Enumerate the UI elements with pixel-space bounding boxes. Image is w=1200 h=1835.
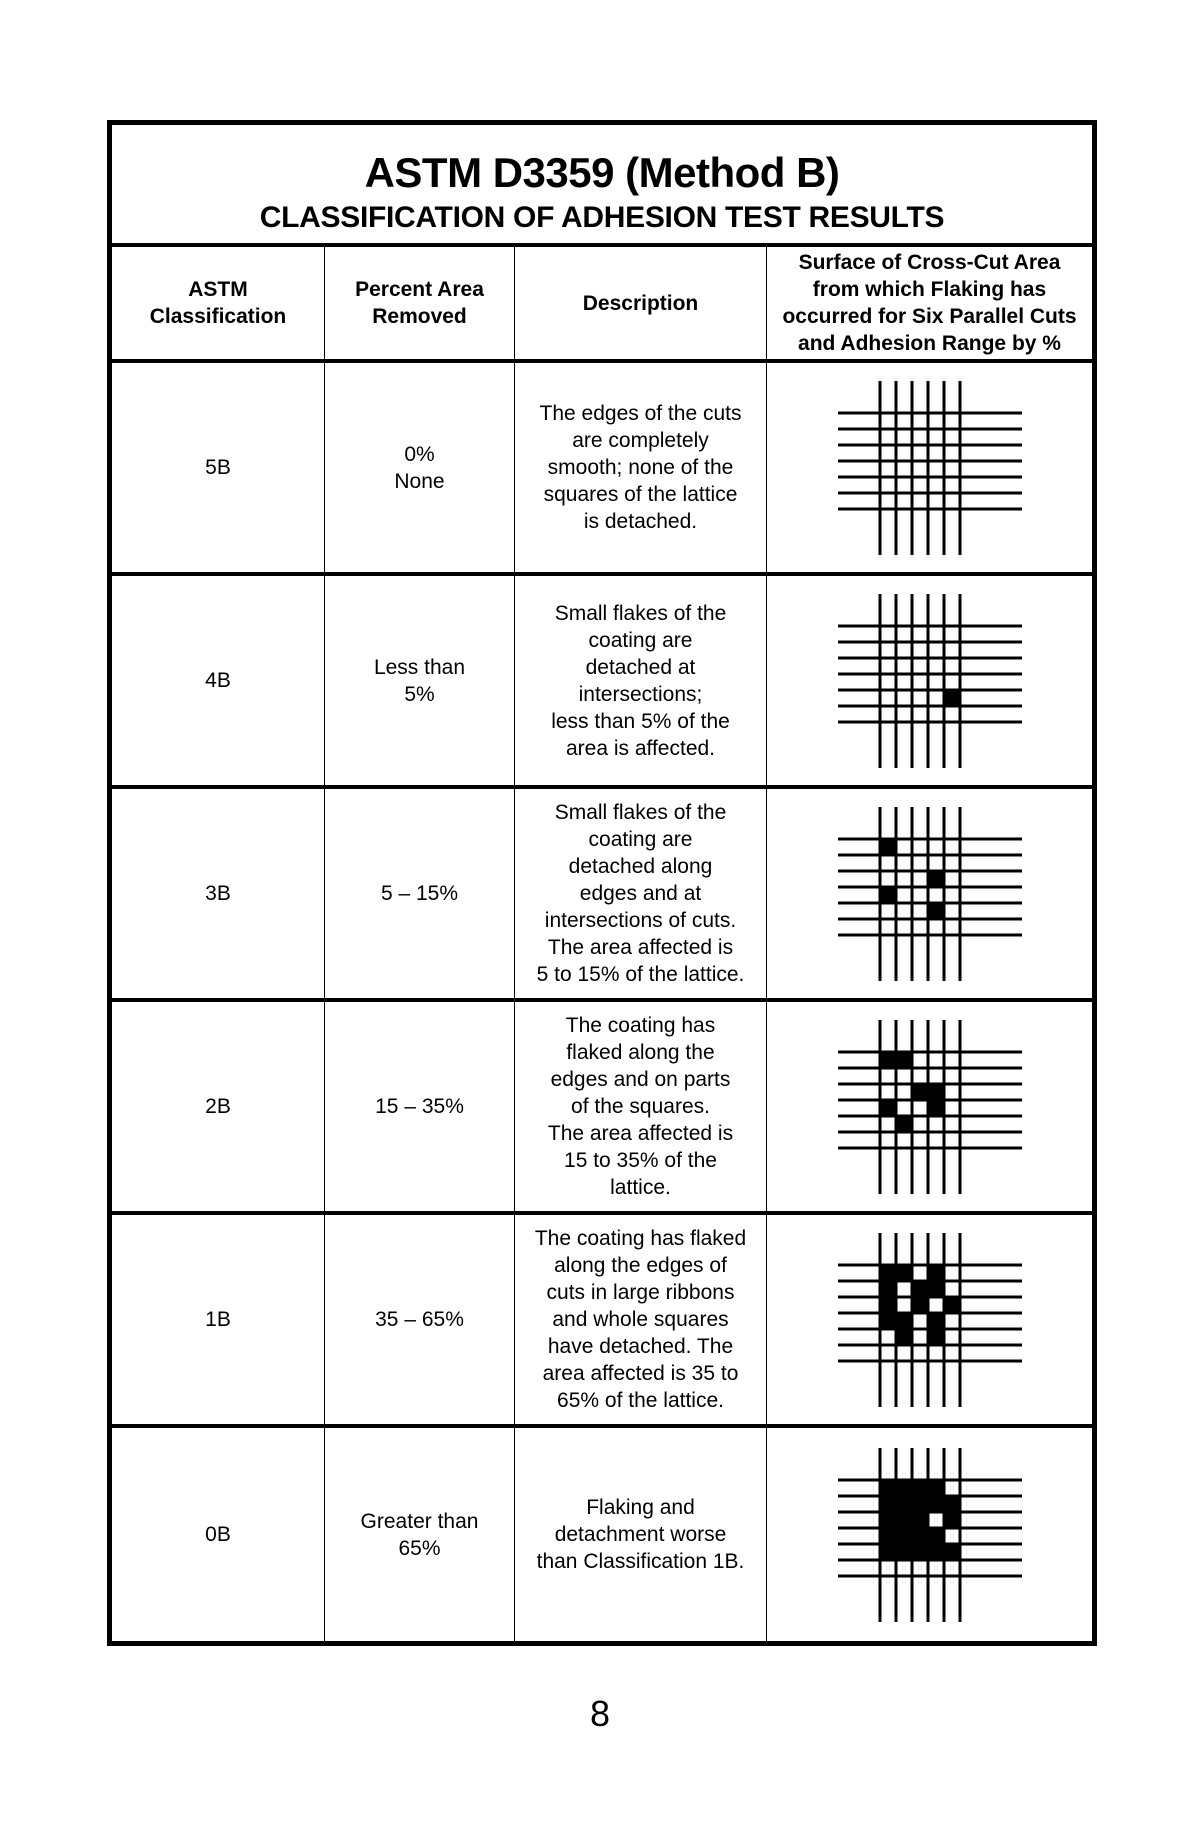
flaked-square — [896, 1512, 912, 1528]
flaked-square — [880, 1528, 896, 1544]
flaked-square — [912, 1528, 928, 1544]
percent-cell: 0% None — [325, 363, 515, 572]
flaked-square — [928, 1084, 944, 1100]
table-row — [112, 576, 1092, 789]
classification-cell: 3B — [112, 789, 325, 998]
lattice-cell — [767, 1215, 1092, 1424]
table-header-row — [112, 247, 1092, 363]
flaked-square — [880, 1297, 896, 1313]
description-cell: Flaking and detachment worse than Classification 1B. — [515, 1428, 767, 1641]
flaked-square — [896, 1116, 912, 1132]
lattice-cell — [767, 1002, 1092, 1211]
classification-cell: 5B — [112, 363, 325, 572]
flaked-square — [912, 1297, 928, 1313]
flaked-square — [880, 1313, 896, 1329]
flaked-square — [896, 1313, 912, 1329]
table-row — [112, 789, 1092, 1002]
flaked-square — [928, 1281, 944, 1297]
flaked-square — [880, 1512, 896, 1528]
flaked-square — [912, 1544, 928, 1560]
lattice-cell — [767, 1428, 1092, 1641]
flaked-square — [944, 1297, 960, 1313]
flaked-square — [880, 1281, 896, 1297]
classification-cell: 2B — [112, 1002, 325, 1211]
table-row — [112, 1002, 1092, 1215]
percent-cell: Less than 5% — [325, 576, 515, 785]
flaked-square — [928, 1496, 944, 1512]
header-description: Description — [515, 247, 767, 359]
header-classification: ASTM Classification — [112, 247, 325, 359]
header-cross-cut-surface: Surface of Cross-Cut Area from which Flaking has occurred for Six Parallel Cuts and Adhesion Range by % — [782, 251, 1077, 355]
description-cell: The coating has flaked along the edges and on parts of the squares. The area affected is 15 to 35% of the lattice. — [515, 1002, 767, 1211]
flaked-square — [880, 887, 896, 903]
flaked-square — [928, 1329, 944, 1345]
flaked-square — [944, 1512, 960, 1528]
flaked-square — [928, 871, 944, 887]
cross-cut-lattice-0b — [830, 1440, 1030, 1630]
table-row — [112, 1428, 1092, 1641]
flaked-square — [928, 1265, 944, 1281]
flaked-square — [880, 1100, 896, 1116]
flaked-square — [928, 903, 944, 919]
description-cell: The edges of the cuts are completely smooth; none of the squares of the lattice is detached. — [515, 363, 767, 572]
percent-cell: 15 – 35% — [325, 1002, 515, 1211]
flaked-square — [880, 1052, 896, 1068]
percent-cell: 5 – 15% — [325, 789, 515, 998]
flaked-square — [896, 1544, 912, 1560]
lattice-cell — [767, 363, 1092, 572]
cross-cut-lattice-2b — [830, 1012, 1030, 1202]
flaked-square — [928, 1100, 944, 1116]
page-number: 8 — [589, 1693, 611, 1734]
table-title-block — [112, 125, 1092, 247]
flaked-square — [912, 1281, 928, 1297]
cross-cut-lattice-1b — [830, 1225, 1030, 1415]
flaked-square — [896, 1265, 912, 1281]
adhesion-classification-table — [107, 120, 1097, 1646]
flaked-square — [928, 1480, 944, 1496]
cross-cut-lattice-5b — [830, 373, 1030, 563]
percent-cell: 35 – 65% — [325, 1215, 515, 1424]
description-cell: Small flakes of the coating are detached at intersections; less than 5% of the area is affected. — [515, 576, 767, 785]
flaked-square — [880, 1265, 896, 1281]
cross-cut-lattice-3b — [830, 799, 1030, 989]
classification-cell: 1B — [112, 1215, 325, 1424]
flaked-square — [896, 1052, 912, 1068]
flaked-square — [944, 1544, 960, 1560]
lattice-cell — [767, 576, 1092, 785]
table-title: ASTM D3359 (Method B) — [364, 149, 840, 196]
classification-cell: 4B — [112, 576, 325, 785]
classification-cell: 0B — [112, 1428, 325, 1641]
lattice-cell — [767, 789, 1092, 998]
flaked-square — [896, 1329, 912, 1345]
flaked-square — [912, 1084, 928, 1100]
percent-cell: Greater than 65% — [325, 1428, 515, 1641]
table-row — [112, 363, 1092, 576]
flaked-square — [912, 1496, 928, 1512]
flaked-square — [880, 1480, 896, 1496]
description-cell: Small flakes of the coating are detached along edges and at intersections of cuts. The area affected is 5 to 15% of the lattice. — [515, 789, 767, 998]
header-percent-area-removed: Percent Area Removed — [325, 247, 515, 359]
flaked-square — [928, 1528, 944, 1544]
description-cell: The coating has flaked along the edges of cuts in large ribbons and whole squares have detached. The area affected is 35 to 65% of the lattice. — [515, 1215, 767, 1424]
flaked-square — [912, 1480, 928, 1496]
flaked-square — [880, 839, 896, 855]
flaked-square — [896, 1528, 912, 1544]
flaked-square — [912, 1512, 928, 1528]
flaked-square — [928, 1313, 944, 1329]
flaked-square — [896, 1480, 912, 1496]
flaked-square — [944, 1496, 960, 1512]
table-subtitle: CLASSIFICATION OF ADHESION TEST RESULTS — [259, 201, 945, 234]
cross-cut-lattice-4b — [830, 586, 1030, 776]
flaked-square — [880, 1544, 896, 1560]
flaked-square — [896, 1496, 912, 1512]
flaked-square — [944, 690, 960, 706]
flaked-square — [880, 1496, 896, 1512]
flaked-square — [928, 1544, 944, 1560]
table-row — [112, 1215, 1092, 1428]
